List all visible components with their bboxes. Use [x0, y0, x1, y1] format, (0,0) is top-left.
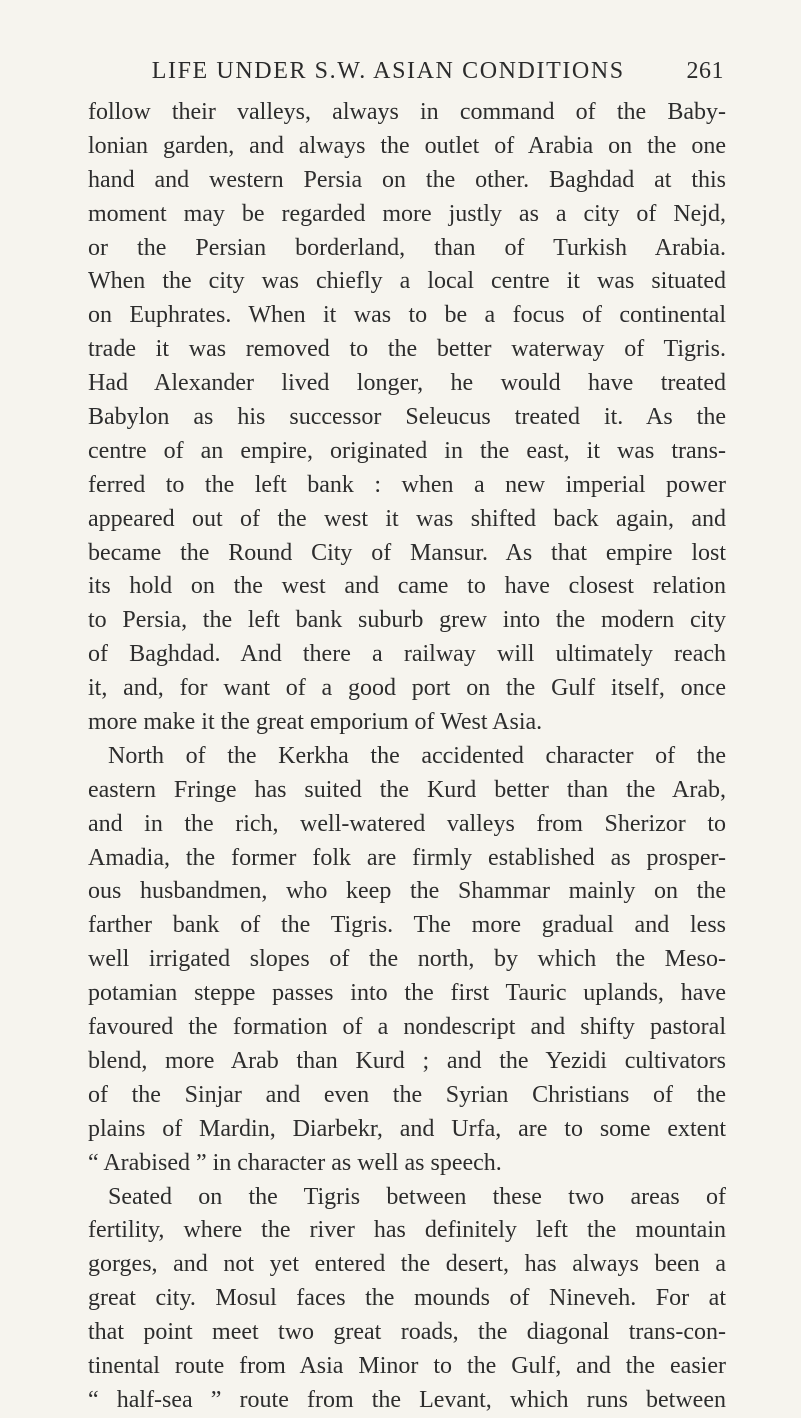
text-line: trade it was removed to the better waterway of Tigris. — [88, 336, 726, 363]
text-line: North of the Kerkha the accidented character of the — [108, 742, 726, 769]
body-text — [88, 96, 726, 1418]
text-line: gorges, and not yet entered the desert, has always been a — [88, 1251, 726, 1278]
text-line: Had Alexander lived longer, he would have treated — [88, 370, 726, 397]
text-line: it, and, for want of a good port on the Gulf itself, once — [88, 675, 726, 702]
text-line: favoured the formation of a nondescript and shifty pastoral — [88, 1014, 726, 1041]
running-head — [102, 58, 724, 94]
text-line: centre of an empire, originated in the east, it was trans- — [88, 437, 726, 464]
text-line: eastern Fringe has suited the Kurd better than the Arab, — [88, 776, 726, 803]
text-line: or the Persian borderland, than of Turkish Arabia. — [88, 234, 726, 261]
text-line: Babylon as his successor Seleucus treated it. As the — [88, 404, 726, 431]
page-number: 261 — [686, 58, 724, 84]
text-line: Seated on the Tigris between these two areas of — [108, 1183, 726, 1210]
text-line: to Persia, the left bank suburb grew into the modern city — [88, 607, 726, 634]
text-line: great city. Mosul faces the mounds of Nineveh. For at — [88, 1285, 726, 1312]
text-line: and in the rich, well-watered valleys from Sherizor to — [88, 810, 726, 837]
text-line: fertility, where the river has definitely left the mountain — [88, 1217, 726, 1244]
text-line: appeared out of the west it was shifted back again, and — [88, 505, 726, 532]
running-head-title: LIFE UNDER S.W. ASIAN CONDITIONS — [151, 58, 625, 84]
text-line: farther bank of the Tigris. The more gradual and less — [88, 912, 726, 939]
text-line: lonian garden, and always the outlet of Arabia on the one — [88, 132, 726, 159]
text-line: tinental route from Asia Minor to the Gulf, and the easier — [88, 1352, 726, 1379]
text-line: that point meet two great roads, the diagonal trans-con- — [88, 1319, 726, 1346]
text-line: “ Arabised ” in character as well as speech. — [88, 1149, 502, 1176]
text-line: follow their valleys, always in command of the Baby- — [88, 99, 726, 125]
text-line: of Baghdad. And there a railway will ultimately reach — [88, 641, 726, 668]
text-line: Amadia, the former folk are firmly established as prosper- — [88, 844, 726, 871]
text-line: plains of Mardin, Diarbekr, and Urfa, are to some extent — [88, 1115, 726, 1142]
text-line: ferred to the left bank : when a new imperial power — [88, 471, 726, 498]
text-line: blend, more Arab than Kurd ; and the Yezidi cultivators — [88, 1047, 726, 1074]
text-line: more make it the great emporium of West Asia. — [88, 709, 543, 736]
text-line: on Euphrates. When it was to be a focus of continental — [88, 302, 726, 329]
text-line: hand and western Persia on the other. Baghdad at this — [88, 166, 726, 193]
text-line: potamian steppe passes into the first Tauric uplands, have — [88, 980, 726, 1007]
text-line: “ half-sea ” route from the Levant, which runs between — [88, 1386, 726, 1413]
text-line: of the Sinjar and even the Syrian Christians of the — [88, 1081, 726, 1108]
text-line: When the city was chiefly a local centre it was situated — [88, 268, 726, 295]
text-line: moment may be regarded more justly as a city of Nejd, — [88, 200, 726, 227]
text-line: well irrigated slopes of the north, by which the Meso- — [88, 946, 726, 973]
text-line: its hold on the west and came to have closest relation — [88, 573, 726, 600]
text-line: became the Round City of Mansur. As that empire lost — [88, 539, 726, 566]
text-line: ous husbandmen, who keep the Shammar mainly on the — [88, 878, 726, 905]
